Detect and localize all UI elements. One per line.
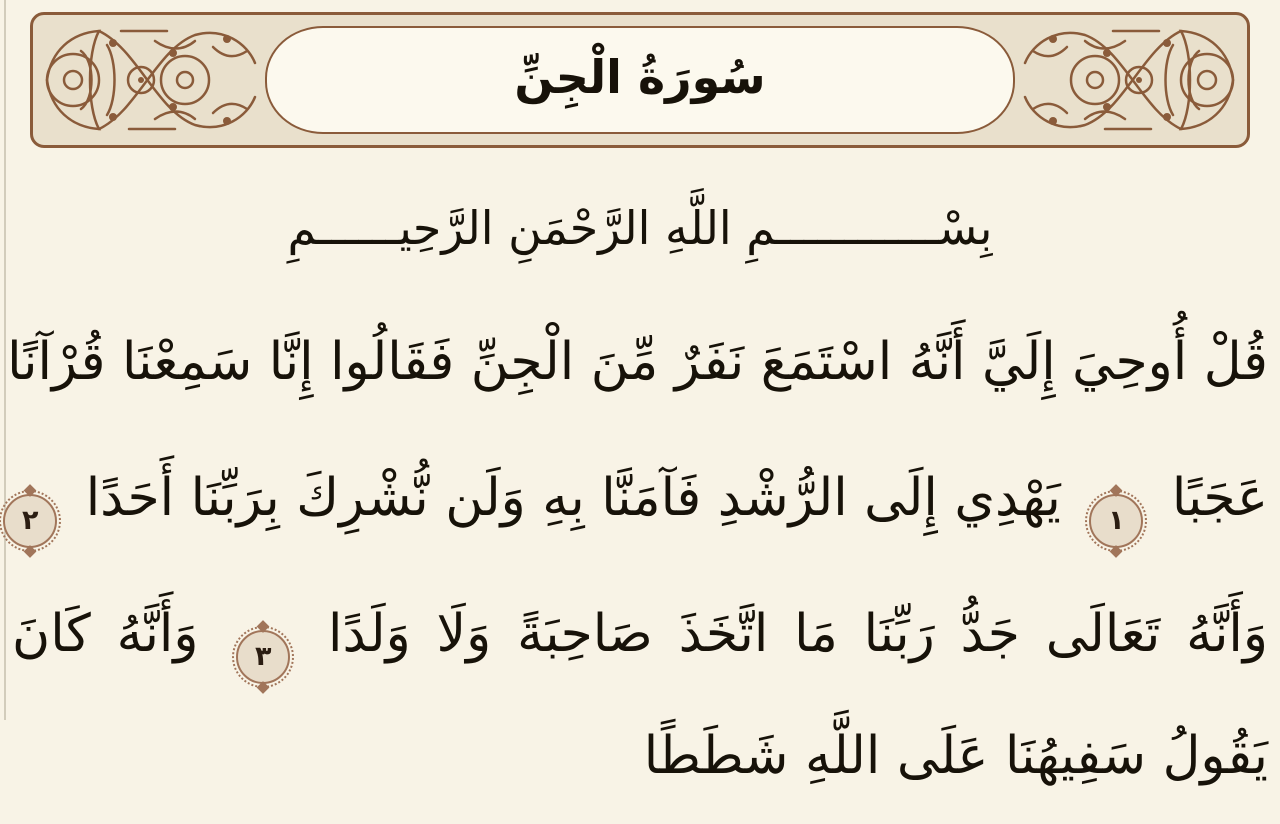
verse-text: يَقُولُ سَفِيهُنَا عَلَى اللَّهِ شَطَطًا [643, 726, 1268, 786]
verse-text: وَأَنَّهُ تَعَالَى جَدُّ رَبِّنَا مَا اتَّخَذَ صَاحِبَةً وَلَا وَلَدًا [328, 604, 1268, 664]
verse-line-3 [12, 566, 1268, 702]
verse-text: عَجَبًا [1171, 468, 1268, 528]
surah-title: سُورَةُ الْجِنِّ [514, 50, 766, 104]
verse-text: وَأَنَّهُ كَانَ [12, 604, 199, 664]
verse-number-marker [236, 630, 290, 684]
verse-line-1 [7, 294, 1268, 430]
verse-number: ١ [1108, 505, 1125, 536]
verse-number: ٢ [21, 505, 39, 536]
verse-text: قُلْ أُوحِيَ إِلَيَّ أَنَّهُ اسْتَمَعَ نَفَرٌ مِّنَ الْجِنِّ فَقَالُوا إِنَّا سَمِعْنَا قُرْآنًا [7, 332, 1268, 392]
verse-number-marker [1089, 494, 1143, 548]
bismillah-text: بِسْــــــــــــمِ اللَّهِ الرَّحْمَنِ الرَّحِيــــــمِ [287, 201, 993, 255]
verse-number: ٣ [255, 641, 272, 672]
verse-number-marker [3, 494, 57, 548]
verse-line-2 [12, 430, 1268, 566]
verse-text: يَهْدِي إِلَى الرُّشْدِ فَآمَنَّا بِهِ وَلَن نُّشْرِكَ بِرَبِّنَا أَحَدًا [85, 468, 1061, 528]
verse-line-4 [12, 688, 1268, 786]
